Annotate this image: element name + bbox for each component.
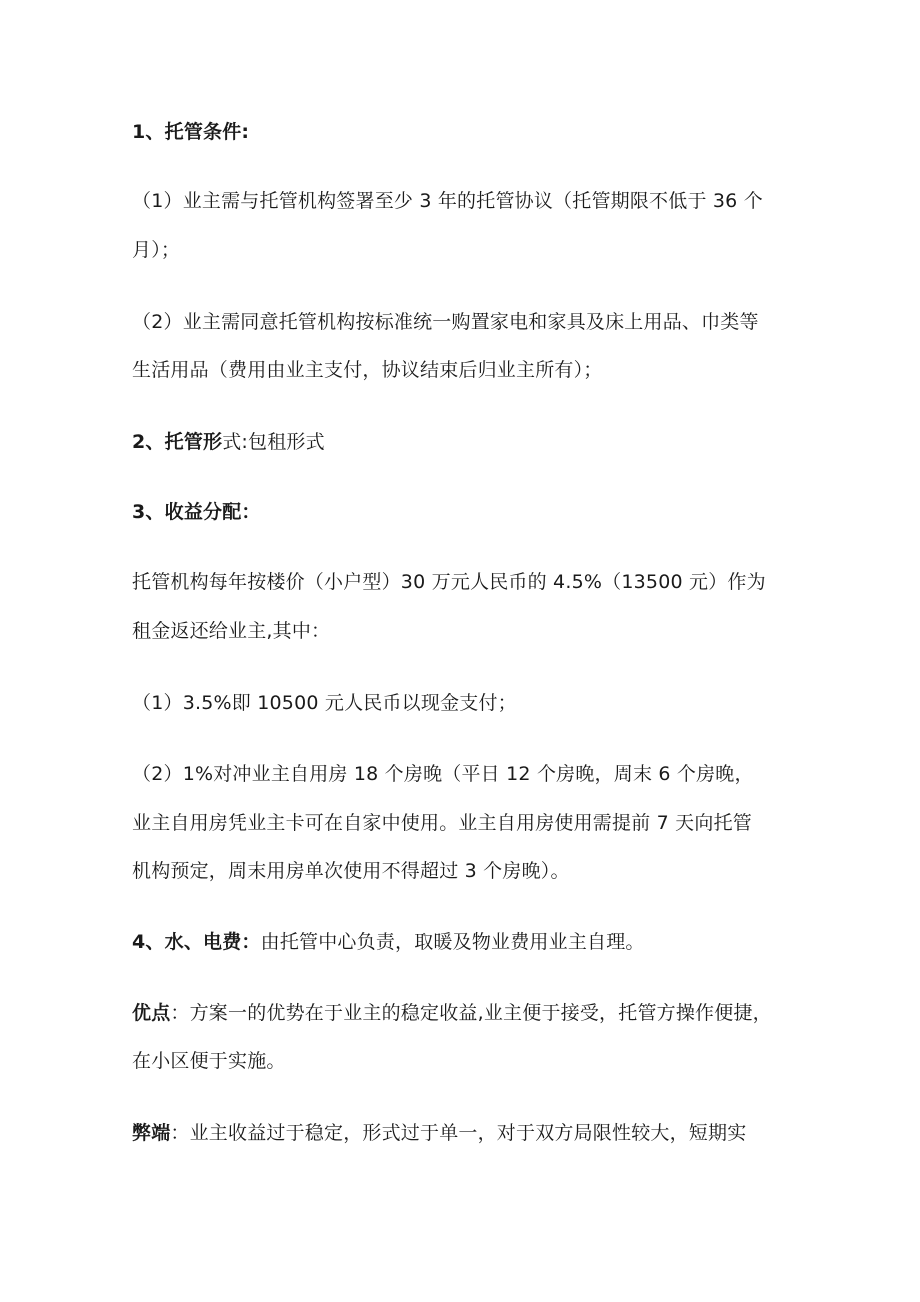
disadvantages-line-1 (132, 1119, 746, 1147)
advantages-text: ：方案一的优势在于业主的稳定收益,业主便于接受，托管方操作便捷， (170, 1002, 772, 1024)
disadvantages-label: 弊端 (132, 1122, 171, 1144)
section-4-line (132, 928, 645, 956)
section-2-label: 2、托管形 (132, 431, 223, 453)
section-1-heading: 1、托管条件: (132, 121, 250, 143)
section-1-item-1-line-1: （1）业主需与托管机构签署至少 3 年的托管协议（托管期限不低于 36 个 (132, 190, 763, 212)
section-1-item-1-line-2: 月）； (132, 239, 181, 261)
section-3-paragraph-line-1: 托管机构每年按楼价（小户型）30 万元人民币的 4.5%（13500 元）作为 (132, 571, 766, 593)
advantages-line-1 (132, 999, 772, 1027)
section-3-item-2-line-2: 业主自用房凭业主卡可在自家中使用。业主自用房使用需提前 7 天向托管 (132, 812, 752, 834)
section-4-text: 由托管中心负责，取暖及物业费用业主自理。 (260, 931, 645, 953)
section-3-paragraph-line-2: 租金返还给业主,其中： (132, 620, 331, 642)
section-1-item-2-line-2: 生活用品（费用由业主支付，协议结束后归业主所有）； (132, 359, 603, 381)
section-2-line (132, 428, 325, 456)
advantages-label: 优点 (132, 1002, 171, 1024)
section-3-item-2-line-1: （2）1%对冲业主自用房 18 个房晚（平日 12 个房晚，周末 6 个房晚， (132, 763, 754, 785)
section-3-heading: 3、收益分配： (132, 501, 261, 523)
section-3-item-1: （1）3.5%即 10500 元人民币以现金支付； (132, 692, 517, 714)
section-1-item-2-line-1: （2）业主需同意托管机构按标准统一购置家电和家具及床上用品、巾类等 (132, 311, 759, 333)
section-4-label: 4、水、电费： (132, 931, 261, 953)
section-2-text: 式:包租形式 (222, 431, 325, 453)
section-3-item-2-line-3: 机构预定，周末用房单次使用不得超过 3 个房晚）。 (132, 860, 570, 882)
advantages-line-2: 在小区便于实施。 (132, 1050, 286, 1072)
disadvantages-text: ：业主收益过于稳定，形式过于单一，对于双方局限性较大，短期实 (170, 1122, 747, 1144)
